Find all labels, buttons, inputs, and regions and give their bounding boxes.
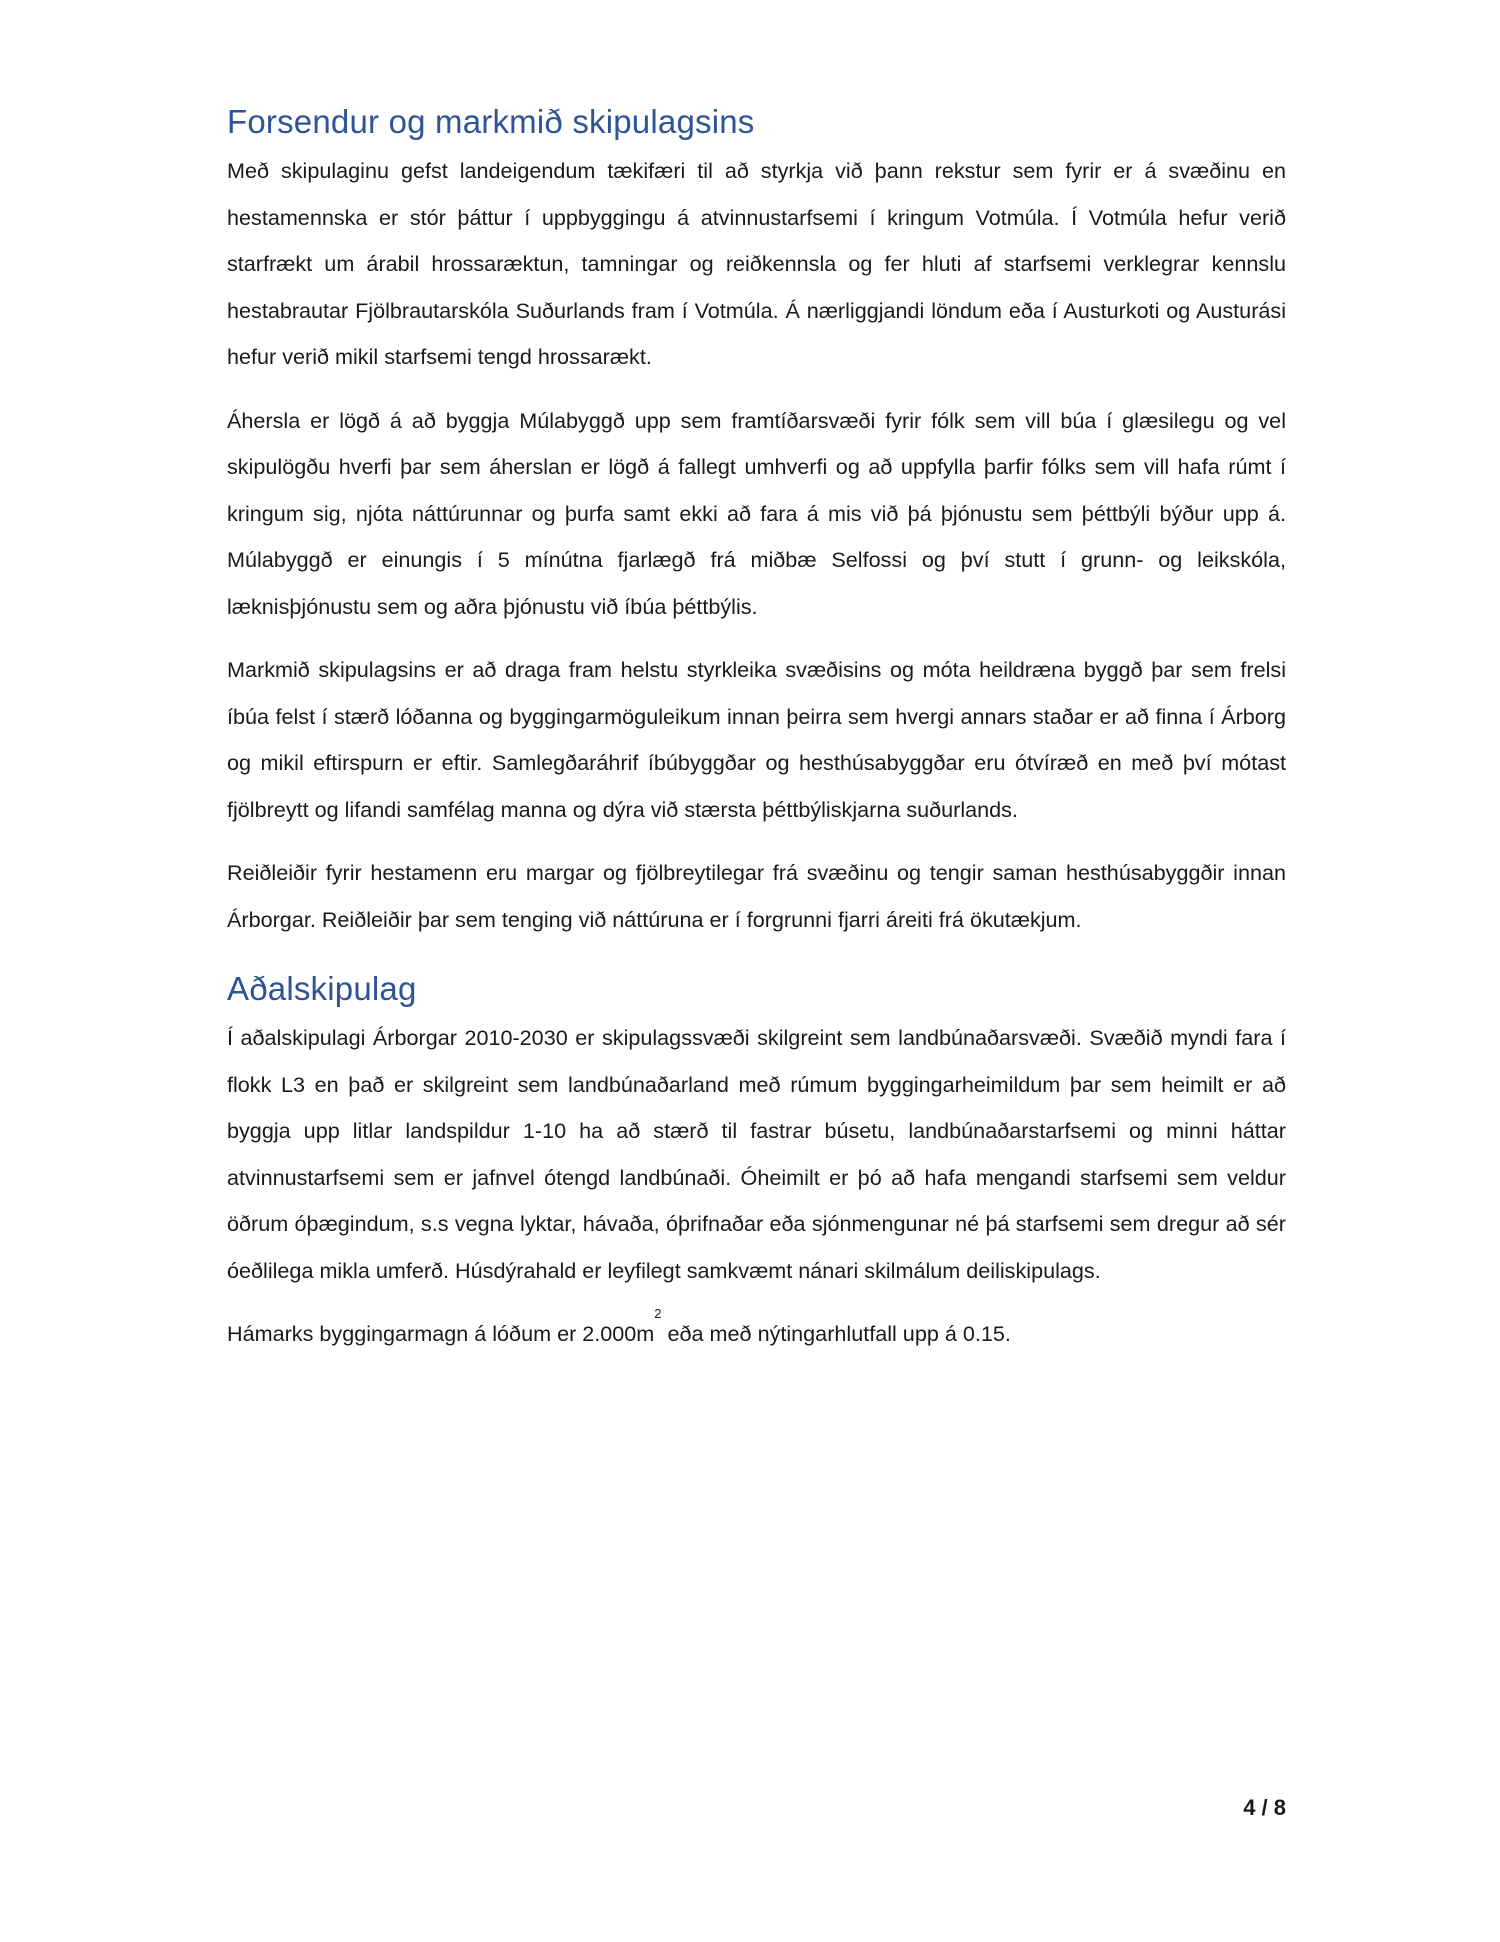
superscript: 2 [654,1306,662,1321]
paragraph: Í aðalskipulagi Árborgar 2010-2030 er skipulagssvæði skilgreint sem landbúnaðarsvæði. Svæðið myndi fara í flokk L3 en það er skilgreint sem landbúnaðarland með rúmum byggingarheimildum þar sem heimilt er að byggja upp litlar landspildur 1-10 ha að stærð til fastrar búsetu, landbúnaðarstarfsemi og minni háttar atvinnustarfsemi sem er jafnvel ótengd landbúnaði. Óheimilt er þó að hafa mengandi starfsemi sem veldur öðrum óþægindum, s.s vegna lyktar, hávaða, óþrifnaðar eða sjónmengunar né þá starfsemi sem dregur að sér óeðlilega mikla umferð. Húsdýrahald er leyfilegt samkvæmt nánari skilmálum deiliskipulags. [227,1025,1286,1283]
section-heading-adalskipulag: Aðalskipulag [227,970,417,1007]
paragraph: Markmið skipulagsins er að draga fram helstu styrkleika svæðisins og móta heildræna byggð þar sem frelsi íbúa felst í stærð lóðanna og byggingarmöguleikum innan þeirra sem hvergi annars staðar er að finna í Árborg og mikil eftirspurn er eftir. Samlegðaráhrif íbúbyggðar og hesthúsabyggðar eru ótvíræð en með því mótast fjölbreytt og lifandi samfélag manna og dýra við stærsta þéttbýliskjarna suðurlands. [227,657,1286,822]
building-limit-text: Hámarks byggingarmagn á lóðum er 2.000m [227,1321,655,1346]
paragraph: Reiðleiðir fyrir hestamenn eru margar og fjölbreytilegar frá svæðinu og tengir saman hesthúsabyggðir innan Árborgar. Reiðleiðir þar sem tenging við náttúruna er í forgrunni fjarri áreiti frá ökutækjum. [227,860,1286,932]
section-heading-forsendur: Forsendur og markmið skipulagsins [227,103,755,140]
paragraph: Með skipulaginu gefst landeigendum tækifæri til að styrkja við þann rekstur sem fyrir er á svæðinu en hestamennska er stór þáttur í uppbyggingu á atvinnustarfsemi í kringum Votmúla. Í Votmúla hefur verið starfrækt um árabil hrossaræktun, tamningar og reiðkennsla og fer hluti af starfsemi verklegrar kennslu hestabrautar Fjölbrautarskóla Suðurlands fram í Votmúla. Á nærliggjandi löndum eða í Austurkoti og Austurási hefur verið mikil starfsemi tengd hrossarækt. [227,158,1286,369]
building-limit-text-end: eða með nýtingarhlutfall upp á 0.15. [661,1321,1011,1346]
page-content [227,96,1286,1375]
page-number: 4 / 8 [1243,1795,1286,1820]
paragraph: Áhersla er lögð á að byggja Múlabyggð upp sem framtíðarsvæði fyrir fólk sem vill búa í glæsilegu og vel skipulögðu hverfi þar sem áherslan er lögð á fallegt umhverfi og að uppfylla þarfir fólks sem vill hafa rúmt í kringum sig, njóta náttúrunnar og þurfa samt ekki að fara á mis við þá þjónustu sem þéttbýli býður upp á. Múlabyggð er einungis í 5 mínútna fjarlægð frá miðbæ Selfossi og því stutt í grunn- og leikskóla, læknisþjónustu sem og aðra þjónustu við íbúa þéttbýlis. [227,407,1286,619]
paragraph-building-limit [227,1306,1286,1358]
